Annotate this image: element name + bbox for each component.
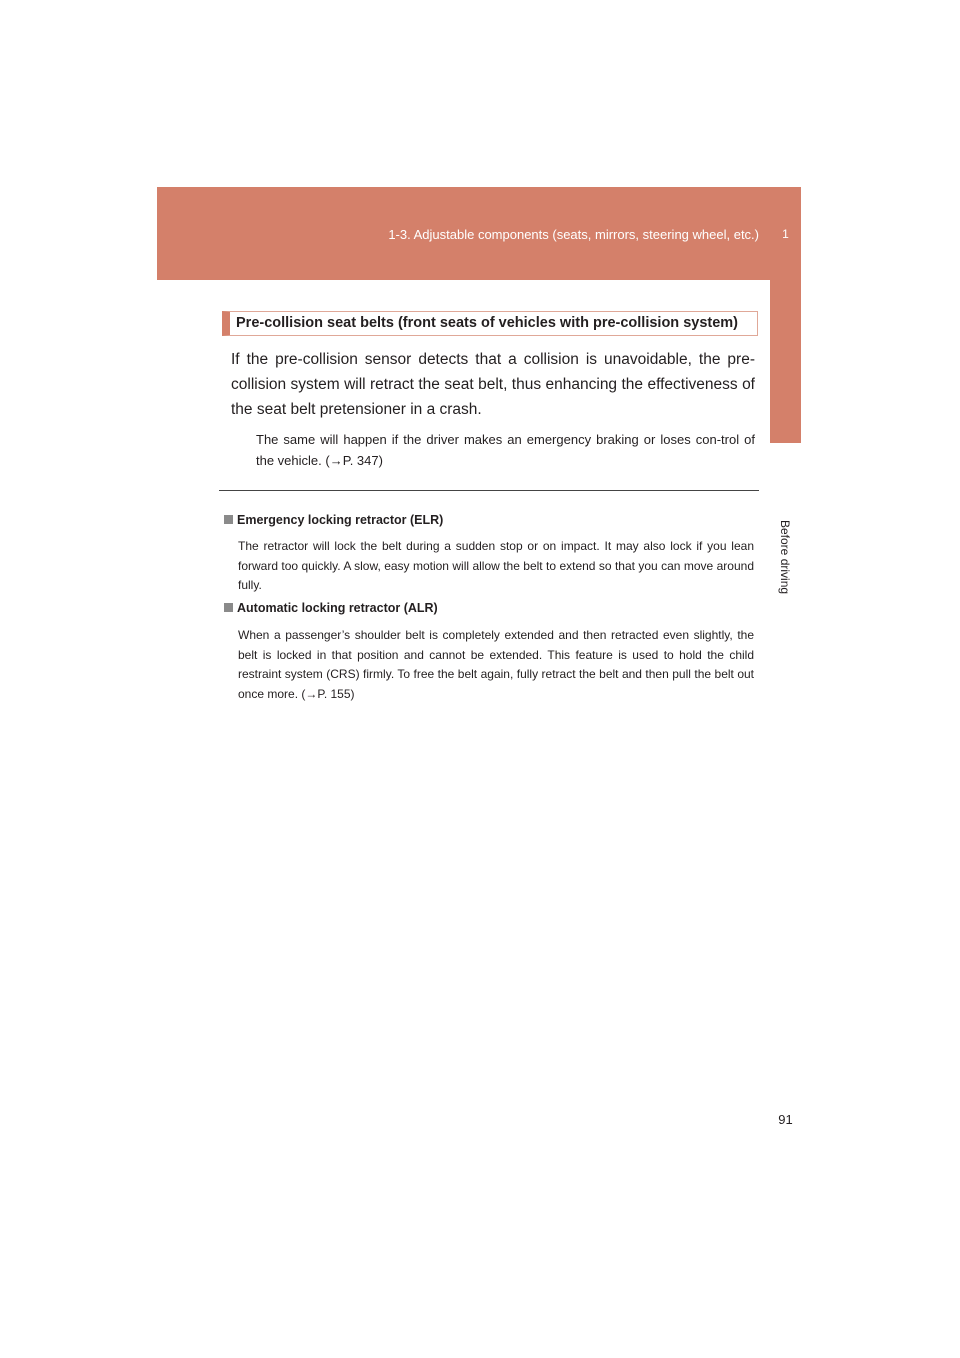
section-divider [219,490,759,491]
alr-heading [224,601,438,615]
chapter-label: Before driving [778,520,792,595]
alr-title: Automatic locking retractor (ALR) [237,601,438,615]
chapter-tab [770,187,801,443]
chapter-number: 1 [782,227,789,241]
topic-note-text: The same will happen if the driver makes an emergency braking or loses con-trol of the vehicle. (→P. 347) [256,432,755,468]
square-bullet-icon [224,515,233,524]
elr-heading [224,513,443,527]
section-title: 1-3. Adjustable components (seats, mirrors, steering wheel, etc.) [388,227,759,242]
elr-text: The retractor will lock the belt during a sudden stop or on impact. It may also lock if you lean forward too quickly. A slow, easy motion will allow the belt to extend so that you can move around fully. [238,539,754,592]
topic-heading [222,311,758,336]
topic-heading-text: Pre-collision seat belts (front seats of vehicles with pre-collision system) [236,315,738,331]
square-bullet-icon [224,603,233,612]
topic-body-text: If the pre-collision sensor detects that a collision is unavoidable, the pre-collision system will retract the seat belt, thus enhancing the effectiveness of the seat belt pretensioner in a crash. [231,351,755,418]
page-number: 91 [778,1112,793,1127]
elr-title: Emergency locking retractor (ELR) [237,513,444,527]
alr-text: When a passenger’s shoulder belt is completely extended and then retracted even slightly, the belt is locked in that position and cannot be extended. This feature is used to hold the child restraint system (CRS) firmly. To free the belt again, fully retract the belt and then pull the belt out once more. (→P. 155) [238,628,754,701]
header-band [157,187,801,280]
